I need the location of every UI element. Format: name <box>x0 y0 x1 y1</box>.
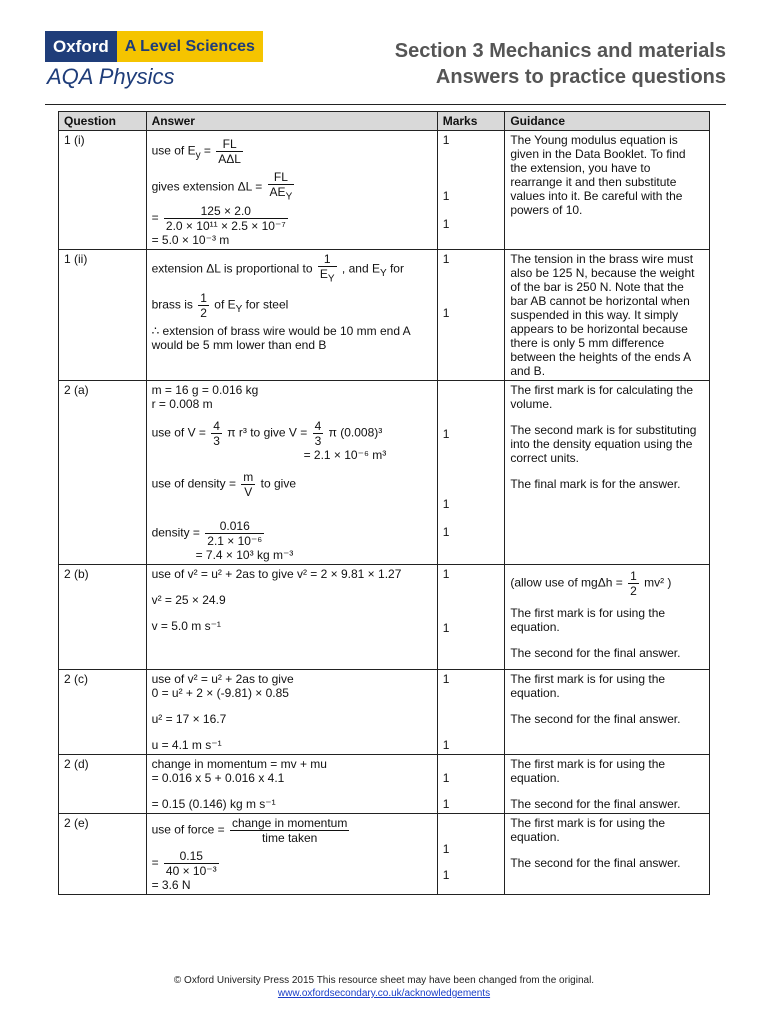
answer-cell <box>146 814 437 895</box>
answer-line: u = 4.1 m s⁻¹ <box>151 738 222 753</box>
guidance-text: The second for the final answer. <box>510 712 681 727</box>
answer-line: use of $E_y$ = $\frac{FL}{\text{AΔL}}$ <box>151 137 241 166</box>
question-cell: 2 (d) <box>59 755 147 814</box>
answer-line: = 0.016 x 5 + 0.016 x 4.1 <box>151 771 285 786</box>
answer-line: = 3.6 N <box>151 878 191 893</box>
guidance-text: The first mark is for using the equation. <box>510 606 666 635</box>
question-cell: 2 (b) <box>59 565 147 670</box>
answer-line: use of v² = u² + 2as to give v² = 2 × 9.81 × 1.27 <box>151 567 402 582</box>
guidance-allow: (allow use of mgΔh = $\frac{1}{2}$ mv² ) <box>510 569 672 599</box>
header-question: Question <box>59 112 147 131</box>
page-footer <box>0 974 768 1000</box>
answer-line: change in momentum = mv + mu <box>151 757 327 772</box>
table-row <box>59 814 710 895</box>
fraction: $\frac{FL}{\text{AΔL}}$ <box>218 137 241 166</box>
answer-line: v = 5.0 m s⁻¹ <box>151 619 221 634</box>
section-subtitle: Answers to practice questions <box>435 66 726 88</box>
fraction: $\frac{1}{2}$ <box>630 569 637 599</box>
question-cell: 1 (i) <box>59 131 147 250</box>
table-row <box>59 565 710 670</box>
mark: 1 <box>442 672 450 687</box>
page-heading <box>395 38 726 90</box>
mark: 1 <box>442 842 450 857</box>
answer-line: use of v² = u² + 2as to give <box>151 672 294 687</box>
acknowledgements-link[interactable]: www.oxfordsecondary.co.uk/acknowledgements <box>277 988 491 999</box>
marks-cell <box>437 814 505 895</box>
guidance-text: The final mark is for the answer. <box>510 477 681 492</box>
guidance-cell: The Young modulus equation is given in the Data Booklet. To find the extension, you have to rearrange it and then substitute values into it. Be careful with the powers of 10. <box>505 131 710 250</box>
table-row <box>59 381 710 565</box>
answer-line: = 2.1 × 10⁻⁶ m³ <box>303 448 387 463</box>
mark: 1 <box>442 217 450 231</box>
answer-line: extension ΔL is proportional to $\frac{1}{E_Y}$ , and $E_Y$ for <box>151 252 404 285</box>
guidance-text: The second for the final answer. <box>510 797 681 812</box>
marks-cell <box>437 131 505 250</box>
header-marks: Marks <box>437 112 505 131</box>
answer-line: gives extension ΔL = $\frac{FL}{AE_Y}$ <box>151 170 293 203</box>
guidance-text: The first mark is for using the equation. <box>510 757 666 786</box>
answer-line: 0 = u² + 2 × (-9.81) × 0.85 <box>151 686 289 701</box>
guidance-cell <box>505 381 710 565</box>
answer-line: = 7.4 × 10³ kg m⁻³ <box>195 548 294 563</box>
answer-line: use of V = $\frac{4}{3}$ π r³ to give V = $\frac{4}{3}$ π (0.008)³ <box>151 419 383 449</box>
answer-line: m = 16 g = 0.016 kg <box>151 383 259 398</box>
answer-line: use of force = $\frac{\text{change in momentum}}{\text{time taken}}$ <box>151 816 348 846</box>
answer-line: ∴ extension of brass wire would be 10 mm end A would be 5 mm lower than end B <box>151 323 411 352</box>
mark: 1 <box>442 497 450 512</box>
guidance-cell <box>505 565 710 670</box>
answer-line: use of density = $\frac{m}{V}$ to give <box>151 470 296 500</box>
mark: 1 <box>442 427 450 442</box>
mark: 1 <box>442 771 450 786</box>
answer-cell <box>146 381 437 565</box>
answer-cell <box>146 755 437 814</box>
answer-line: u² = 17 × 16.7 <box>151 712 227 727</box>
table-header-row <box>59 112 710 131</box>
answer-line: density = $\frac{0.016}{\text{2.1 × 10⁻⁶}}$ <box>151 519 263 549</box>
answer-line: = $\frac{125 \times 2.0}{\text{2.0 × 10¹¹ × 2.5 × 10⁻⁷}}$ <box>151 204 286 234</box>
fraction: $\frac{0.15}{\text{40 × 10⁻³}}$ <box>165 849 217 879</box>
fraction: $\frac{FL}{AE_Y}$ <box>269 170 293 203</box>
guidance-text: The second for the final answer. <box>510 856 681 871</box>
header-divider <box>45 104 726 105</box>
guidance-cell: The tension in the brass wire must also be 125 N, because the weight of the bar is 250 N. Note that the bar AB cannot be horizontal when suspended in this way. It simply appears to be horizontal because there is only 5 mm difference between the heights of the ends A and B. <box>505 250 710 381</box>
marks-cell <box>437 670 505 755</box>
question-cell: 1 (ii) <box>59 250 147 381</box>
answer-line: = 0.15 (0.146) kg m s⁻¹ <box>151 797 276 812</box>
answer-cell <box>146 250 437 381</box>
copyright-notice: © Oxford University Press 2015 This resource sheet may have been changed from the original. <box>173 975 595 986</box>
mark: 1 <box>442 306 450 321</box>
table-row <box>59 755 710 814</box>
fraction: $\frac{4}{3}$ <box>213 419 220 449</box>
table-row <box>59 670 710 755</box>
table-row <box>59 250 710 381</box>
guidance-cell <box>505 670 710 755</box>
answers-table <box>58 111 710 895</box>
marks-cell <box>437 755 505 814</box>
mark: 1 <box>442 252 450 267</box>
brand-oxford: Oxford <box>45 31 117 62</box>
fraction: $\frac{1}{E_Y}$ <box>319 252 335 285</box>
marks-cell <box>437 381 505 565</box>
guidance-text: The first mark is for calculating the volume. <box>510 383 694 412</box>
answer-line: = 5.0 × 10⁻³ m <box>151 233 230 248</box>
mark: 1 <box>442 738 450 753</box>
brand-logo <box>45 31 263 62</box>
guidance-text: The first mark is for using the equation. <box>510 672 666 701</box>
guidance-cell <box>505 755 710 814</box>
mark: 1 <box>442 133 450 147</box>
mark: 1 <box>442 525 450 540</box>
header-answer: Answer <box>146 112 437 131</box>
answer-cell <box>146 131 437 250</box>
fraction: $\frac{1}{2}$ <box>200 290 207 320</box>
table-row <box>59 131 710 250</box>
mark: 1 <box>442 189 450 203</box>
answer-line: v² = 25 × 24.9 <box>151 593 226 608</box>
marks-cell <box>437 250 505 381</box>
subject-title: AQA Physics <box>47 64 175 89</box>
answer-line: brass is $\frac{1}{2}$ of $E_Y$ for steel <box>151 290 289 320</box>
mark: 1 <box>442 868 450 883</box>
fraction: $\frac{0.016}{\text{2.1 × 10⁻⁶}}$ <box>207 519 263 549</box>
guidance-cell <box>505 814 710 895</box>
fraction: $\frac{4}{3}$ <box>314 419 322 449</box>
marks-cell <box>437 565 505 670</box>
guidance-text: The second for the final answer. <box>510 646 681 661</box>
answer-line: = $\frac{0.15}{\text{40 × 10⁻³}}$ <box>151 849 217 879</box>
mark: 1 <box>442 621 450 636</box>
answer-cell <box>146 565 437 670</box>
mark: 1 <box>442 567 450 582</box>
answer-cell <box>146 670 437 755</box>
question-cell: 2 (c) <box>59 670 147 755</box>
question-cell: 2 (a) <box>59 381 147 565</box>
section-title: Section 3 Mechanics and materials <box>394 40 726 62</box>
fraction: $\frac{\text{change in momentum}}{\text{time taken}}$ <box>231 816 348 846</box>
question-cell: 2 (e) <box>59 814 147 895</box>
guidance-text: The second mark is for substituting into the density equation using the correct units. <box>510 423 697 466</box>
brand-level: A Level Sciences <box>117 31 263 62</box>
answer-line: r = 0.008 m <box>151 397 213 412</box>
fraction: $\frac{m}{V}$ <box>243 470 254 500</box>
fraction: $\frac{125 \times 2.0}{\text{2.0 × 10¹¹ × 2.5 × 10⁻⁷}}$ <box>165 204 286 234</box>
header-guidance: Guidance <box>505 112 710 131</box>
guidance-text: The first mark is for using the equation. <box>510 816 666 845</box>
mark: 1 <box>442 797 450 812</box>
